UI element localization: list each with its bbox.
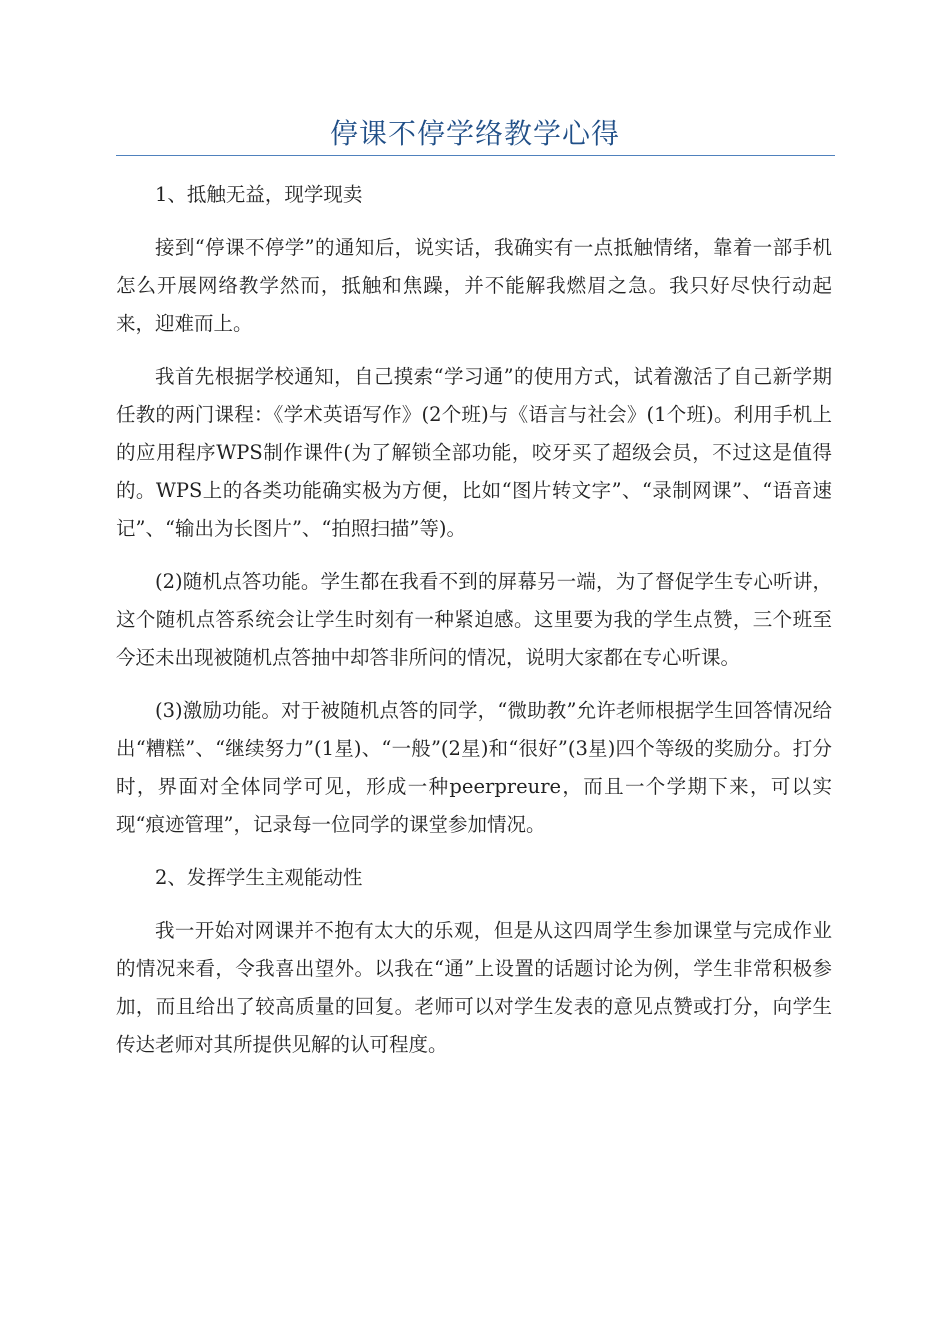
body-paragraph: 我一开始对网课并不抱有太大的乐观，但是从这四周学生参加课堂与完成作业的情况来看，令我喜出望外。以我在“通”上设置的话题讨论为例，学生非常积极参加，而且给出了较高质量的回复。老师可以对学生发表的意见点赞或打分，向学生传达老师对其所提供见解的认可程度。	[116, 919, 832, 1056]
document-body	[116, 176, 832, 1079]
body-paragraph: 我首先根据学校通知，自己摸索“学习通”的使用方式，试着激活了自己新学期任教的两门课程：《学术英语写作》(2个班)与《语言与社会》(1个班)。利用手机上的应用程序WPS制作课件(为了解锁全部功能，咬牙买了超级会员，不过这是值得的。WPS上的各类功能确实极为方便，比如“图片转文字”、“录制网课”、“语音速记”、“输出为长图片”、“拍照扫描”等)。	[116, 365, 832, 540]
section-heading: 2、发挥学生主观能动性	[155, 866, 363, 889]
body-paragraph: (3)激励功能。对于被随机点答的同学，“微助教”允许老师根据学生回答情况给出“糟糕”、“继续努力”(1星)、“一般”(2星)和“很好”(3星)四个等级的奖励分。打分时，界面对全体同学可见，形成一种peerpreure，而且一个学期下来，可以实现“痕迹管理”，记录每一位同学的课堂参加情况。	[116, 699, 832, 836]
title-divider	[116, 155, 835, 156]
document-title: 停课不停学络教学心得	[329, 117, 620, 150]
section-heading: 1、抵触无益，现学现卖	[155, 183, 363, 206]
body-paragraph: 接到“停课不停学”的通知后，说实话，我确实有一点抵触情绪，靠着一部手机怎么开展网络教学然而，抵触和焦躁，并不能解我燃眉之急。我只好尽快行动起来，迎难而上。	[116, 236, 832, 335]
body-paragraph: (2)随机点答功能。学生都在我看不到的屏幕另一端，为了督促学生专心听讲，这个随机点答系统会让学生时刻有一种紧迫感。这里要为我的学生点赞，三个班至今还未出现被随机点答抽中却答非所问的情况，说明大家都在专心听课。	[116, 570, 832, 669]
